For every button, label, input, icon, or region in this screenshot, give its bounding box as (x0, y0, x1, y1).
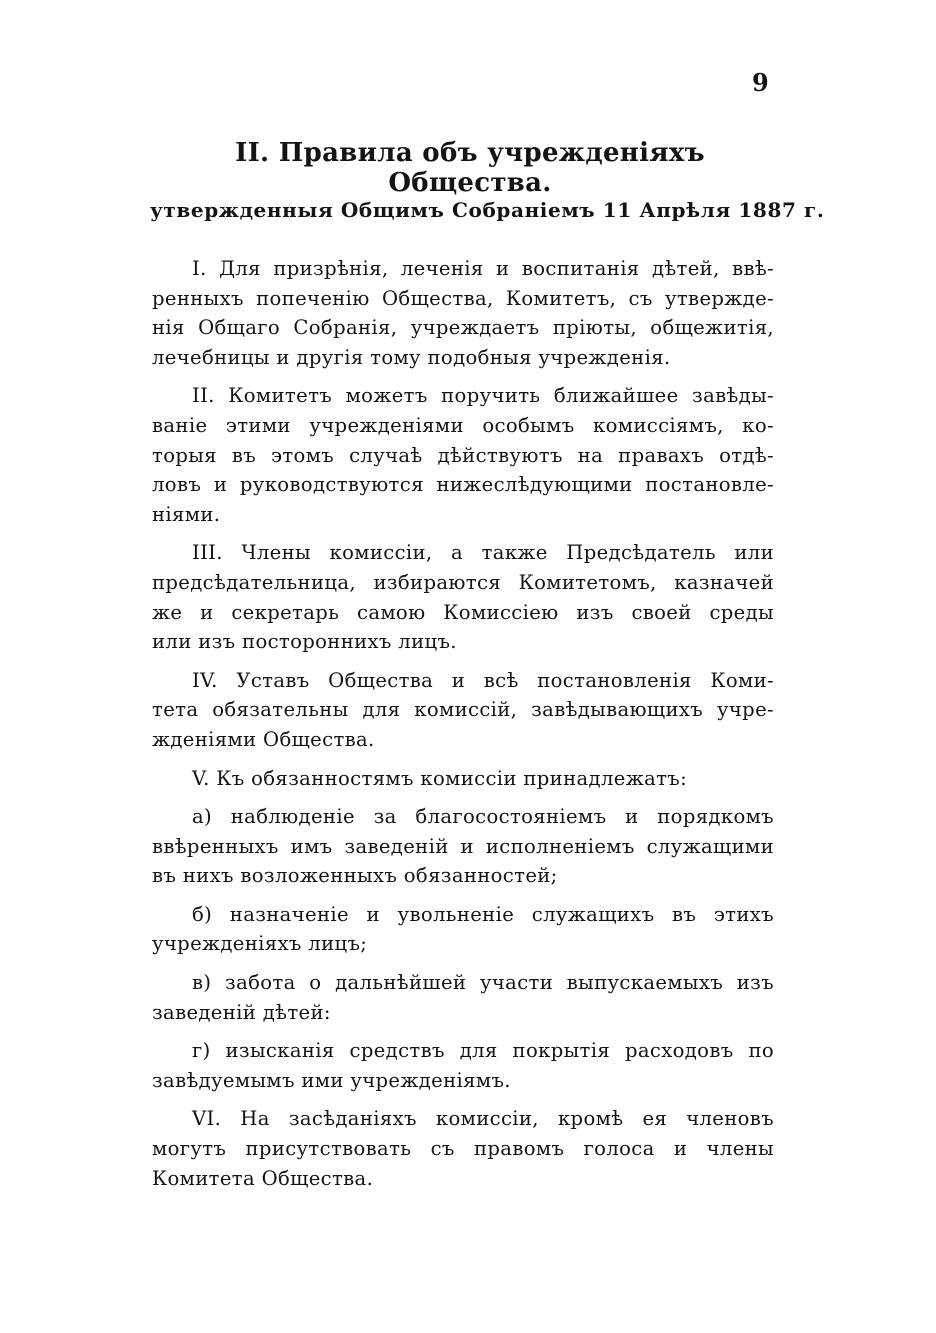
section-heading: II. Правила объ учрежденіяхъ Общества. (235, 138, 705, 198)
text-line: в) забота о дальнѣйшей участи выпускаемыхъ изъ (192, 971, 774, 995)
paragraph-2 (152, 381, 774, 529)
text-line: ренныхъ попеченію Общества, Комитетъ, съ утвержде- (152, 286, 774, 310)
text-line: въ нихъ возложенныхъ обязанностей; (152, 864, 558, 888)
text-line: ваніе этими учрежденіями особымъ комиссіямъ, ко- (152, 413, 774, 437)
text-line: а) наблюденіе за благосостояніемъ и порядкомъ (192, 805, 774, 829)
text-line: заведеній дѣтей: (152, 1000, 331, 1024)
text-line: ловъ и руководствуются нижеслѣдующими постановле- (152, 473, 774, 497)
text-line: г) изысканія средствъ для покрытія расходовъ по (192, 1039, 774, 1063)
text-line: предсѣдательница, избираются Комитетомъ, казначей (152, 570, 774, 594)
text-line: IV. Уставъ Общества и всѣ постановленія Коми- (192, 668, 774, 692)
paragraph-1 (152, 254, 774, 372)
document-body (152, 254, 774, 1202)
text-line: могутъ присутствовать съ правомъ голоса и члены (152, 1137, 774, 1161)
text-line: I. Для призрѣнія, леченія и воспитанія дѣтей, ввѣ- (192, 257, 774, 280)
paragraph-5 (152, 764, 774, 794)
list-item-g (152, 1036, 774, 1095)
text-line: ввѣренныхъ имъ заведеній и исполненіемъ служащими (152, 834, 774, 858)
section-subheading: утвержденныя Общимъ Собраніемъ 11 Апрѣля 1887 г. (150, 198, 825, 222)
text-line: жденіями Общества. (152, 727, 375, 751)
paragraph-6 (152, 1104, 774, 1193)
text-line: завѣдуемымъ ими учрежденіямъ. (152, 1068, 511, 1092)
list-item-v (152, 968, 774, 1027)
text-line: же и секретарь самою Комиссіею изъ своей среды (152, 600, 774, 624)
text-line: ніями. (152, 502, 221, 526)
text-line: III. Члены комиссіи, а также Предсѣдатель или (192, 541, 774, 565)
list-item-a (152, 802, 774, 891)
text-line: лечебницы и другія тому подобныя учрежденія. (152, 345, 671, 369)
text-line: VI. На засѣданіяхъ комиссіи, кромѣ ея членовъ (192, 1107, 774, 1131)
paragraph-4 (152, 666, 774, 755)
text-line: или изъ постороннихъ лицъ. (152, 630, 457, 654)
text-line: II. Комитетъ можетъ поручить ближайшее завѣды- (192, 384, 774, 408)
text-line: V. Къ обязанностямъ комиссіи принадлежатъ: (192, 766, 688, 790)
text-line: тета обязательны для комиссій, завѣдывающихъ учре- (152, 698, 774, 722)
text-line: Комитета Общества. (152, 1166, 374, 1190)
list-item-b (152, 900, 774, 959)
text-line: нія Общаго Собранія, учреждаетъ пріюты, общежитія, (152, 316, 774, 340)
text-line: торыя въ этомъ случаѣ дѣйствуютъ на правахъ отдѣ- (152, 443, 774, 467)
text-line: б) назначеніе и увольненіе служащихъ въ этихъ (192, 902, 774, 926)
page-number: 9 (752, 68, 769, 97)
text-line: учрежденіяхъ лицъ; (152, 932, 368, 956)
paragraph-3 (152, 538, 774, 656)
